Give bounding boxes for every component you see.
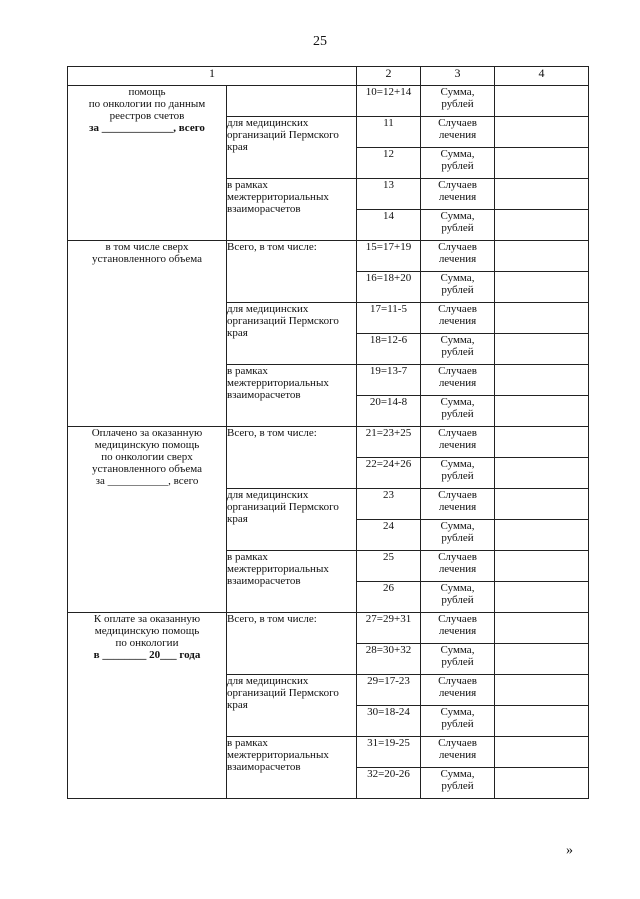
row-unit [421, 272, 495, 303]
row-code: 17=11-5 [357, 303, 421, 334]
row-code: 29=17-23 [357, 675, 421, 706]
block-label-line: в том числе сверх [105, 241, 189, 253]
subgroup-label: в рамках межтерриториальных взаиморасчетов [227, 365, 357, 427]
subgroup-label: для медицинских организаций Пермского края [227, 489, 357, 551]
row-unit-line: Сумма, [440, 768, 475, 780]
block-label-line: Оплачено за оказанную [91, 427, 203, 439]
block-label [68, 427, 227, 613]
row-unit-line: лечения [438, 191, 477, 203]
value-cell [495, 613, 589, 644]
value-cell [495, 551, 589, 582]
column-header-4: 4 [495, 67, 589, 86]
row-unit-line: лечения [438, 439, 477, 451]
row-unit-line: Сумма, [440, 396, 475, 408]
header-row [68, 67, 589, 86]
value-cell [495, 272, 589, 303]
table-row [68, 427, 589, 458]
row-unit-line: Случаев [438, 489, 477, 501]
row-code: 19=13-7 [357, 365, 421, 396]
row-unit [421, 737, 495, 768]
row-unit-line: рублей [441, 594, 474, 606]
value-cell [495, 117, 589, 148]
row-unit-line: лечения [438, 563, 477, 575]
row-code: 21=23+25 [357, 427, 421, 458]
row-unit-line: рублей [441, 284, 474, 296]
value-cell [495, 334, 589, 365]
row-code: 18=12-6 [357, 334, 421, 365]
value-cell [495, 675, 589, 706]
block-label [68, 86, 227, 241]
report-table [67, 66, 589, 799]
row-unit-line: Случаев [438, 365, 477, 377]
value-cell [495, 768, 589, 799]
row-unit-line: рублей [441, 780, 474, 792]
row-code: 10=12+14 [357, 86, 421, 117]
subgroup-label: Всего, в том числе: [227, 427, 357, 489]
value-cell [495, 489, 589, 520]
subgroup-label: для медицинских организаций Пермского края [227, 675, 357, 737]
row-unit [421, 458, 495, 489]
row-unit-line: Случаев [438, 303, 477, 315]
row-unit-line: Сумма, [440, 582, 475, 594]
row-unit [421, 427, 495, 458]
row-unit-line: рублей [441, 718, 474, 730]
row-unit-line: Случаев [438, 427, 477, 439]
value-cell [495, 520, 589, 551]
table-row [68, 86, 589, 117]
subgroup-label: в рамках межтерриториальных взаиморасчетов [227, 737, 357, 799]
value-cell [495, 148, 589, 179]
row-unit-line: Случаев [438, 613, 477, 625]
value-cell [495, 427, 589, 458]
value-cell [495, 179, 589, 210]
row-unit [421, 86, 495, 117]
row-unit [421, 582, 495, 613]
block-label [68, 613, 227, 799]
row-unit [421, 117, 495, 148]
column-header-2: 2 [357, 67, 421, 86]
subgroup-label: для медицинских организаций Пермского края [227, 117, 357, 179]
row-code: 15=17+19 [357, 241, 421, 272]
row-unit-line: лечения [438, 687, 477, 699]
row-code: 30=18-24 [357, 706, 421, 737]
row-code: 26 [357, 582, 421, 613]
value-cell [495, 396, 589, 427]
row-unit [421, 396, 495, 427]
column-header-1: 1 [68, 67, 357, 86]
value-cell [495, 210, 589, 241]
row-code: 32=20-26 [357, 768, 421, 799]
row-unit-line: лечения [438, 625, 477, 637]
block-label-line: по онкологии по данным [88, 98, 206, 110]
row-unit [421, 489, 495, 520]
row-code: 28=30+32 [357, 644, 421, 675]
table-row [68, 613, 589, 644]
row-unit-line: рублей [441, 98, 474, 110]
row-unit [421, 303, 495, 334]
column-header-3: 3 [421, 67, 495, 86]
row-code: 23 [357, 489, 421, 520]
subgroup-label: для медицинских организаций Пермского края [227, 303, 357, 365]
row-code: 11 [357, 117, 421, 148]
row-code: 27=29+31 [357, 613, 421, 644]
row-unit-line: Случаев [438, 737, 477, 749]
row-unit-line: Сумма, [440, 644, 475, 656]
block-label-line: установленного объема [92, 463, 202, 475]
row-unit [421, 520, 495, 551]
block-label-line: медицинскую помощь [94, 439, 200, 451]
subgroup-label: Всего, в том числе: [227, 613, 357, 675]
table-row [68, 241, 589, 272]
row-unit-line: лечения [438, 749, 477, 761]
row-unit-line: лечения [438, 253, 477, 265]
row-unit-line: Сумма, [440, 706, 475, 718]
block-label-line: по онкологии сверх [101, 451, 193, 463]
subgroup-label: в рамках межтерриториальных взаиморасчетов [227, 179, 357, 241]
row-unit-line: Случаев [438, 241, 477, 253]
row-unit-line: Случаев [438, 117, 477, 129]
row-unit [421, 241, 495, 272]
block-label-line: по онкологии [115, 637, 179, 649]
value-cell [495, 86, 589, 117]
row-unit [421, 334, 495, 365]
row-unit-line: Сумма, [440, 334, 475, 346]
row-unit-line: Случаев [438, 675, 477, 687]
row-unit [421, 644, 495, 675]
closing-quote-mark: » [566, 843, 573, 858]
row-unit-line: рублей [441, 408, 474, 420]
row-code: 24 [357, 520, 421, 551]
block-label [68, 241, 227, 427]
row-code: 16=18+20 [357, 272, 421, 303]
row-unit [421, 365, 495, 396]
row-unit-line: рублей [441, 222, 474, 234]
value-cell [495, 458, 589, 489]
row-unit-line: Сумма, [440, 520, 475, 532]
row-code: 13 [357, 179, 421, 210]
row-unit [421, 675, 495, 706]
row-code: 22=24+26 [357, 458, 421, 489]
row-code: 14 [357, 210, 421, 241]
row-unit-line: Сумма, [440, 148, 475, 160]
row-unit-line: рублей [441, 160, 474, 172]
block-label-line: реестров счетов [109, 110, 185, 122]
row-unit-line: Сумма, [440, 86, 475, 98]
row-unit [421, 179, 495, 210]
row-unit-line: Сумма, [440, 210, 475, 222]
row-unit [421, 613, 495, 644]
row-unit-line: Сумма, [440, 272, 475, 284]
row-unit-line: рублей [441, 532, 474, 544]
block-label-period: за _____________, всего [89, 122, 205, 134]
value-cell [495, 706, 589, 737]
row-unit-line: Сумма, [440, 458, 475, 470]
block-label-line: помощь [128, 86, 166, 98]
value-cell [495, 241, 589, 272]
row-unit [421, 210, 495, 241]
row-unit-line: лечения [438, 501, 477, 513]
block-label-period: за ___________, всего [95, 475, 199, 487]
value-cell [495, 737, 589, 768]
row-unit [421, 148, 495, 179]
row-unit-line: лечения [438, 129, 477, 141]
row-code: 31=19-25 [357, 737, 421, 768]
subgroup-label: Всего, в том числе: [227, 241, 357, 303]
block-label-line: К оплате за оказанную [93, 613, 201, 625]
value-cell [495, 644, 589, 675]
row-unit-line: рублей [441, 346, 474, 358]
row-code: 12 [357, 148, 421, 179]
value-cell [495, 303, 589, 334]
row-unit-line: лечения [438, 377, 477, 389]
row-unit [421, 768, 495, 799]
value-cell [495, 365, 589, 396]
block-label-line: медицинскую помощь [94, 625, 200, 637]
row-unit-line: Случаев [438, 551, 477, 563]
row-code: 25 [357, 551, 421, 582]
row-unit-line: рублей [441, 656, 474, 668]
row-unit-line: рублей [441, 470, 474, 482]
block-label-period: в ________ 20___ года [93, 649, 201, 661]
row-code: 20=14-8 [357, 396, 421, 427]
row-unit [421, 706, 495, 737]
subgroup-label [227, 86, 357, 117]
block-label-line: установленного объема [92, 253, 202, 265]
row-unit-line: лечения [438, 315, 477, 327]
row-unit-line: Случаев [438, 179, 477, 191]
subgroup-label: в рамках межтерриториальных взаиморасчетов [227, 551, 357, 613]
row-unit [421, 551, 495, 582]
page-number: 25 [313, 34, 327, 49]
value-cell [495, 582, 589, 613]
